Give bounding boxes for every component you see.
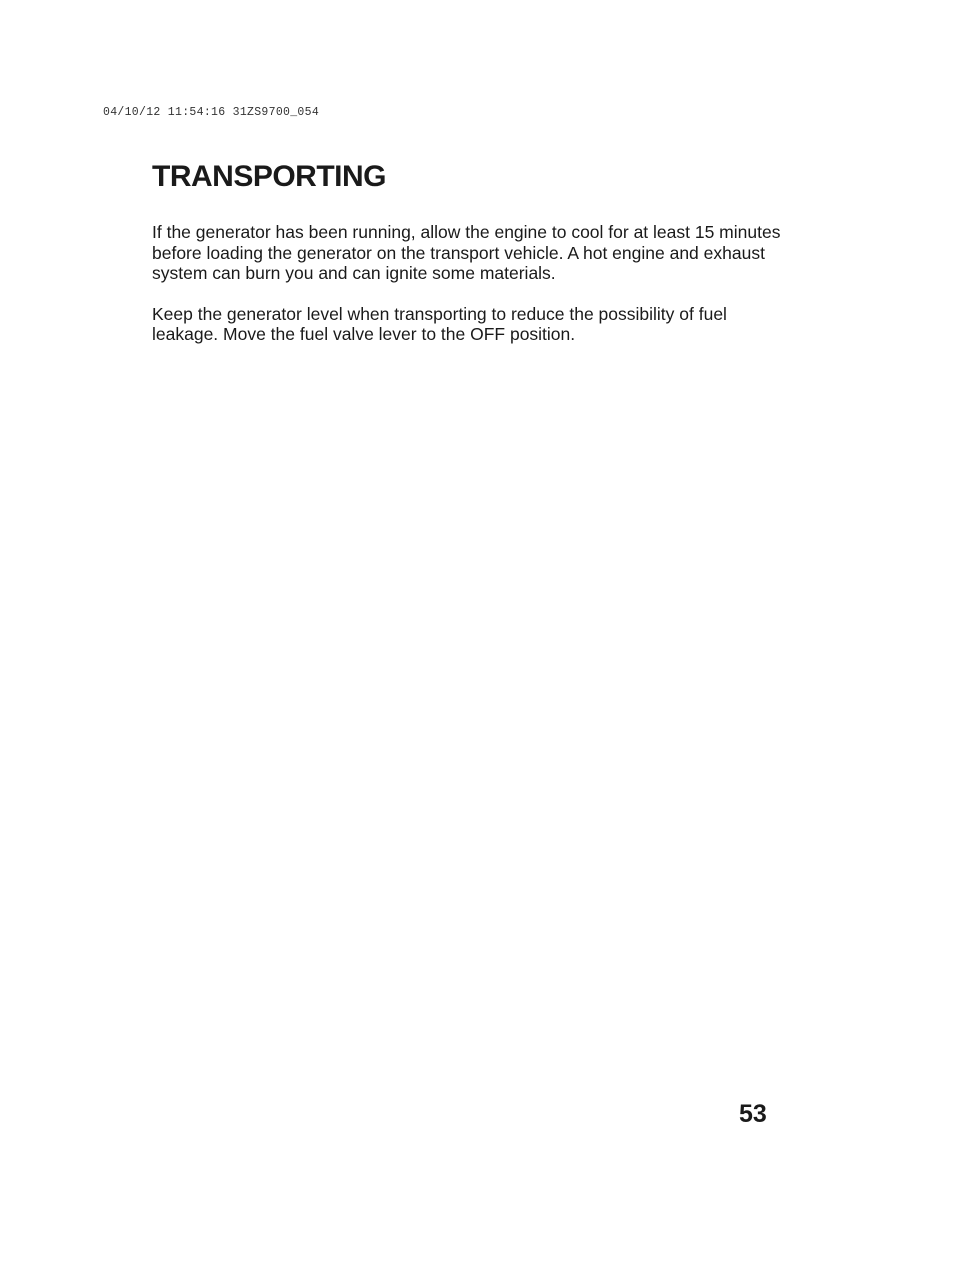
print-timestamp: 04/10/12 11:54:16 31ZS9700_054 — [103, 106, 320, 119]
page-title: TRANSPORTING — [152, 160, 386, 193]
paragraph-fuel-leakage: Keep the generator level when transporting to reduce the possibility of fuel leakage. Move the fuel valve lever to the OFF position. — [152, 303, 727, 344]
paragraph-cooling-warning: If the generator has been running, allow the engine to cool for at least 15 minutes before loading the generator on the transport vehicle. A hot engine and exhaust system can burn you and can ignite some materials. — [152, 222, 781, 283]
body-text — [152, 222, 782, 365]
page-number: 53 — [739, 1100, 767, 1128]
